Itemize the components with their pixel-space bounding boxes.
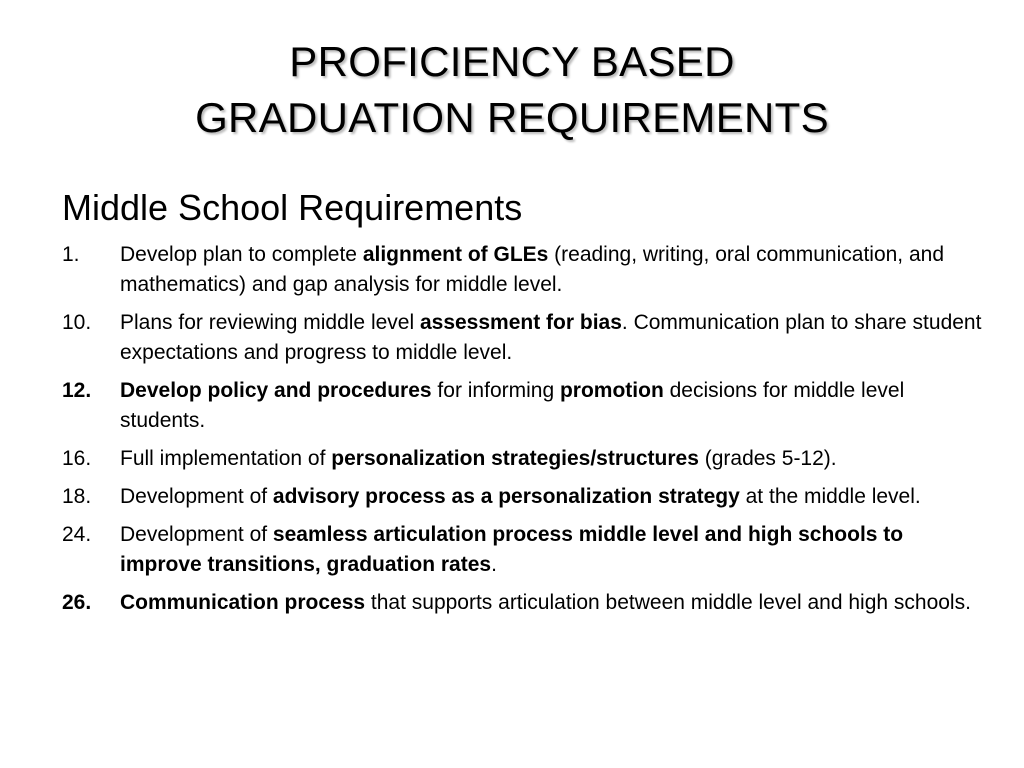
requirement-text-segment: . Communication plan to share student expectations and progress to middle level. xyxy=(120,311,982,364)
requirement-emphasis: promotion xyxy=(559,379,664,402)
requirement-item xyxy=(62,588,982,618)
requirement-text xyxy=(120,311,981,364)
requirement-emphasis: personalization strategies/structures xyxy=(331,447,699,470)
requirement-item xyxy=(62,520,982,580)
requirement-emphasis: seamless articulation process middle level and high schools to improve transitions, graduation rates xyxy=(120,523,904,576)
requirement-text xyxy=(120,447,837,470)
requirement-text xyxy=(120,243,944,296)
requirement-number: 24. xyxy=(62,523,92,546)
requirement-item xyxy=(62,444,982,474)
requirement-item xyxy=(62,376,982,436)
requirement-emphasis: advisory process as a personalization strategy xyxy=(272,485,740,508)
requirement-text xyxy=(120,523,903,576)
requirement-emphasis: assessment for bias xyxy=(419,311,622,334)
requirement-text-segment: for informing xyxy=(431,379,560,402)
slide-content xyxy=(62,186,982,626)
requirement-text-segment: that supports articulation between middle level and high schools. xyxy=(365,591,971,614)
requirement-text-segment: Full implementation of xyxy=(120,447,332,470)
requirement-number: 12. xyxy=(62,379,92,402)
requirement-text-segment: . xyxy=(491,553,497,576)
requirement-text-segment: Plans for reviewing middle level xyxy=(120,311,420,334)
requirement-text xyxy=(120,591,971,614)
requirement-text-segment: (grades 5-12). xyxy=(698,447,837,470)
requirement-item xyxy=(62,308,982,368)
slide-title-line-2: GRADUATION REQUIREMENTS xyxy=(195,94,829,141)
requirement-text-segment: at the middle level. xyxy=(739,485,921,508)
requirement-text-segment: Development of xyxy=(120,523,273,546)
requirement-item xyxy=(62,240,982,300)
requirements-list xyxy=(62,240,982,618)
requirement-text-segment: Development of xyxy=(120,485,273,508)
requirement-text-segment: (reading, writing, oral communication, and mathematics) and gap analysis for middle level. xyxy=(120,243,945,296)
requirement-number: 18. xyxy=(62,485,92,508)
slide-title-line-1: PROFICIENCY BASED xyxy=(289,38,735,85)
requirement-number: 26. xyxy=(62,591,92,614)
requirement-number: 10. xyxy=(62,311,92,334)
requirement-emphasis: alignment of GLEs xyxy=(362,243,549,266)
requirement-emphasis: Develop policy and procedures xyxy=(120,379,432,402)
requirement-number: 1. xyxy=(62,243,80,266)
section-subheading: Middle School Requirements xyxy=(62,187,523,228)
requirement-item xyxy=(62,482,982,512)
requirement-emphasis: Communication process xyxy=(120,591,366,614)
requirement-text xyxy=(120,485,921,508)
slide-title xyxy=(0,34,1024,146)
requirement-number: 16. xyxy=(62,447,92,470)
requirement-text-segment: decisions for middle level students. xyxy=(120,379,905,432)
requirement-text-segment: Develop plan to complete xyxy=(120,243,363,266)
requirement-text xyxy=(120,379,904,432)
